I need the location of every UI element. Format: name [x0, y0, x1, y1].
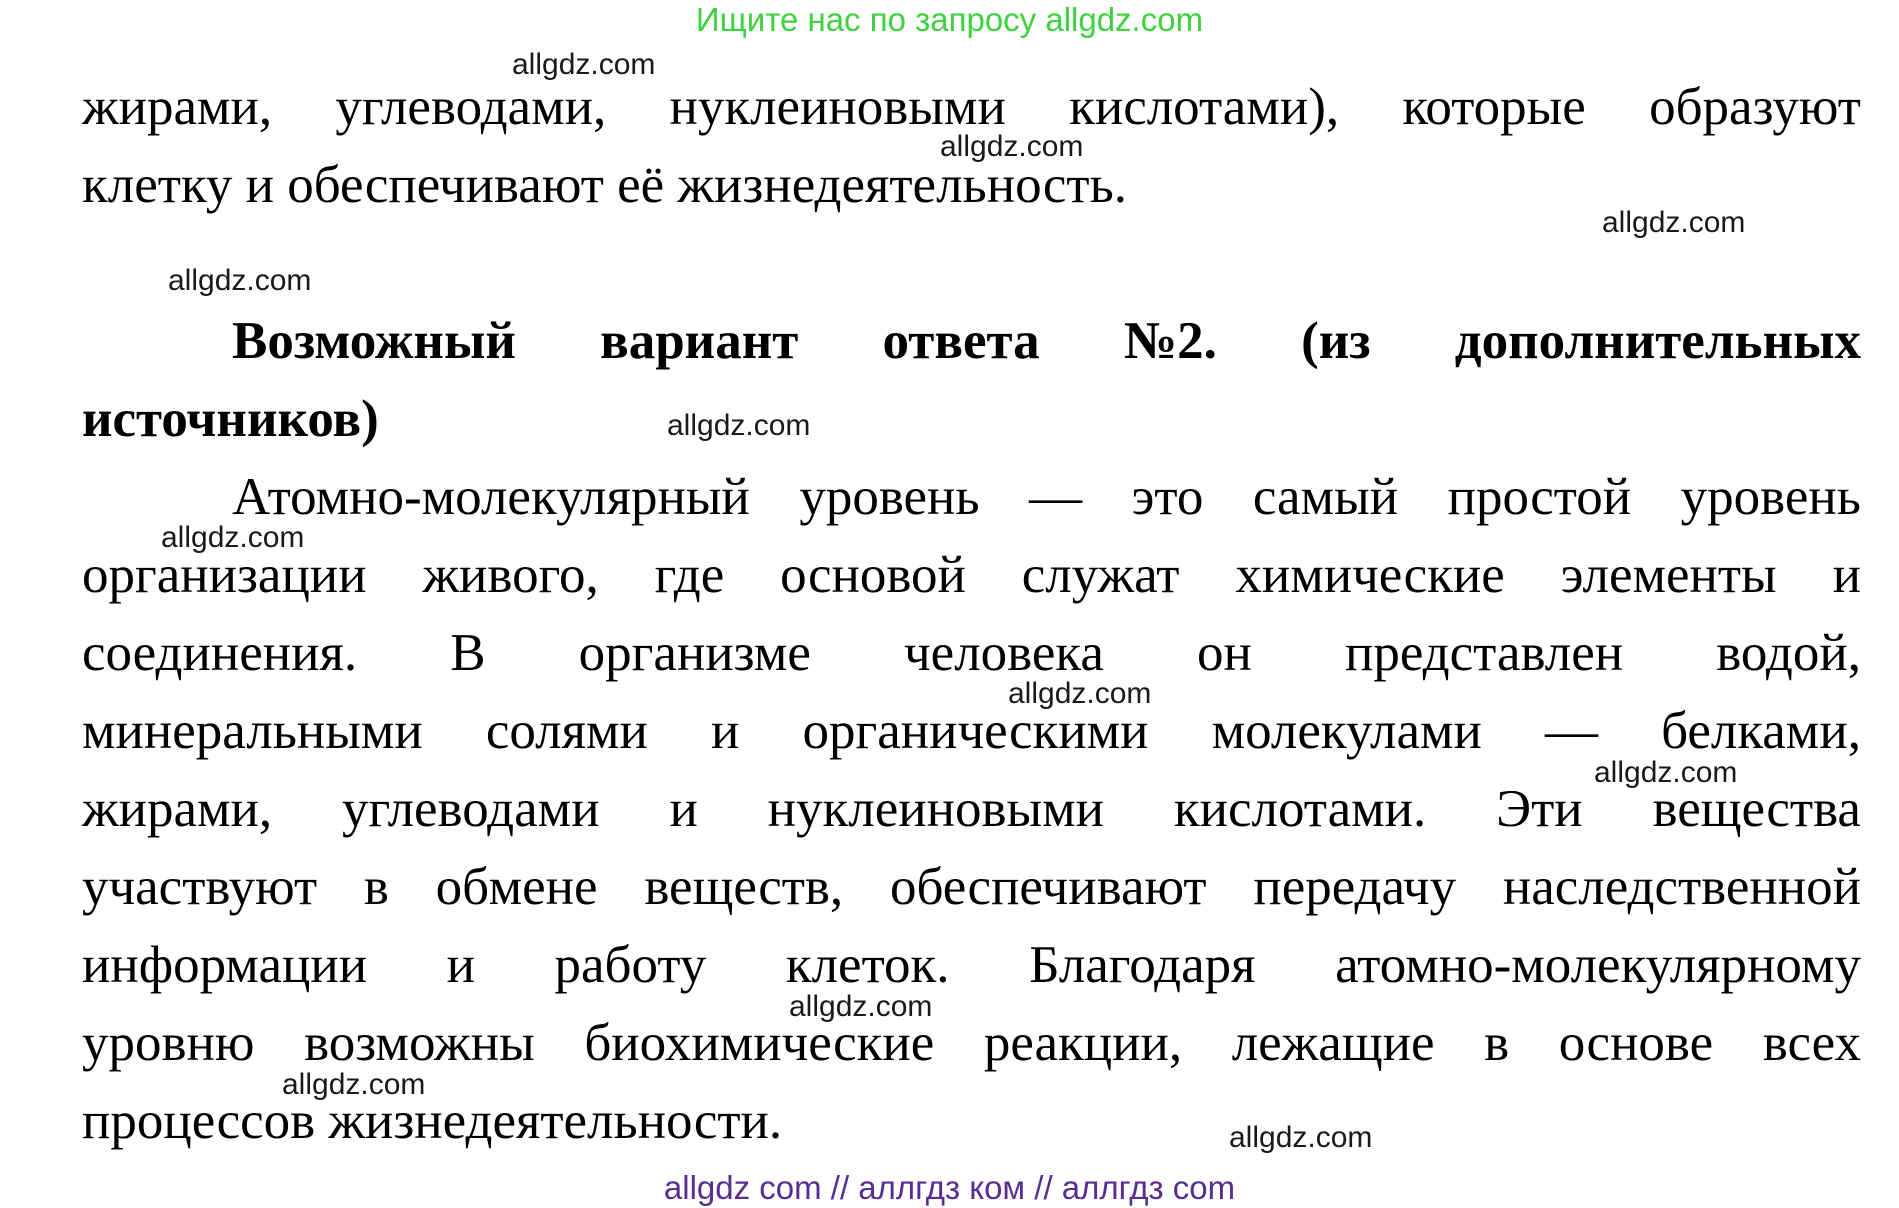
- top-banner: Ищите нас по запросу allgdz.com: [695, 1, 1204, 38]
- word: молекулами: [1211, 702, 1482, 760]
- word: жирами,: [82, 78, 273, 136]
- word: и: [1832, 546, 1861, 604]
- text-line: [232, 302, 1861, 380]
- word: углеводами,: [335, 78, 607, 136]
- word: участвуют: [82, 858, 318, 916]
- word: водой,: [1716, 624, 1861, 682]
- word: минеральными: [82, 702, 423, 760]
- word: №2.: [1123, 312, 1217, 370]
- word: это: [1131, 468, 1204, 526]
- word: организации: [82, 546, 367, 604]
- word: белками,: [1661, 702, 1861, 760]
- word: обмене: [435, 858, 598, 916]
- word: человека: [904, 624, 1104, 682]
- word: лежащие: [1231, 1014, 1435, 1072]
- word: уровень: [799, 468, 980, 526]
- watermark: allgdz.com: [940, 130, 1084, 163]
- word: всех: [1762, 1014, 1861, 1072]
- watermark: allgdz.com: [1602, 206, 1746, 239]
- word: вариант: [600, 312, 799, 370]
- word: веществ,: [644, 858, 844, 916]
- watermark: allgdz.com: [1594, 756, 1738, 789]
- word: органическими: [802, 702, 1149, 760]
- watermark: allgdz.com: [667, 409, 811, 442]
- word: живого,: [422, 546, 599, 604]
- word: и: [711, 702, 740, 760]
- word: нуклеиновыми: [767, 780, 1105, 838]
- text-line: [82, 848, 1861, 926]
- word: работу: [554, 936, 707, 994]
- word: простой: [1447, 468, 1632, 526]
- watermark: allgdz.com: [168, 264, 312, 297]
- text-line: [82, 614, 1861, 692]
- text-line: [232, 458, 1861, 536]
- word: (из: [1301, 312, 1371, 370]
- word: элементы: [1560, 546, 1777, 604]
- word: —: [1545, 702, 1598, 760]
- word: представлен: [1344, 624, 1624, 682]
- word: возможны: [304, 1014, 535, 1072]
- text-line: [82, 536, 1861, 614]
- watermark: allgdz.com: [1229, 1121, 1373, 1154]
- text-line: [82, 926, 1861, 1004]
- word: организме: [578, 624, 811, 682]
- word: в: [1484, 1014, 1510, 1072]
- word: основой: [780, 546, 966, 604]
- word: атомно-молекулярному: [1335, 936, 1861, 994]
- word: и: [669, 780, 698, 838]
- word: солями: [485, 702, 648, 760]
- text-line: клетку и обеспечивают её жизнедеятельность.: [82, 156, 1127, 214]
- word: углеводами: [342, 780, 600, 838]
- word: реакции,: [983, 1014, 1183, 1072]
- watermark: allgdz.com: [161, 521, 305, 554]
- word: наследственной: [1502, 858, 1861, 916]
- word: служат: [1021, 546, 1180, 604]
- word: основе: [1558, 1014, 1714, 1072]
- word: соединения.: [82, 624, 358, 682]
- word: и: [446, 936, 475, 994]
- word: передачу: [1253, 858, 1457, 916]
- word: кислотами.: [1173, 780, 1427, 838]
- word: уровню: [82, 1014, 255, 1072]
- word: Благодаря: [1029, 936, 1256, 994]
- word: Возможный: [232, 312, 516, 370]
- watermark: allgdz.com: [512, 48, 656, 81]
- text-line: процессов жизнедеятельности.: [82, 1092, 783, 1150]
- word: обеспечивают: [889, 858, 1207, 916]
- bottom-banner: allgdz com // аллгдз ком // аллгдз com: [663, 1169, 1236, 1206]
- word: в: [363, 858, 389, 916]
- word: где: [654, 546, 725, 604]
- word: которые: [1402, 78, 1586, 136]
- word: кислотами),: [1069, 78, 1340, 136]
- word: —: [1029, 468, 1083, 526]
- word: самый: [1252, 468, 1399, 526]
- word: ответа: [882, 312, 1040, 370]
- word: образуют: [1649, 78, 1861, 136]
- word: химические: [1235, 546, 1505, 604]
- word: Эти: [1496, 780, 1583, 838]
- word: Атомно-молекулярный: [232, 468, 750, 526]
- word: дополнительных: [1454, 312, 1861, 370]
- word: биохимические: [584, 1014, 935, 1072]
- text-line: источников): [82, 390, 379, 448]
- word: информации: [82, 936, 368, 994]
- watermark: allgdz.com: [789, 990, 933, 1023]
- word: нуклеиновыми: [669, 78, 1006, 136]
- word: вещества: [1652, 780, 1861, 838]
- word: жирами,: [82, 780, 273, 838]
- watermark: allgdz.com: [1008, 677, 1152, 710]
- word: уровень: [1680, 468, 1861, 526]
- word: клеток.: [785, 936, 950, 994]
- word: он: [1196, 624, 1252, 682]
- watermark: allgdz.com: [282, 1068, 426, 1101]
- word: В: [450, 624, 486, 682]
